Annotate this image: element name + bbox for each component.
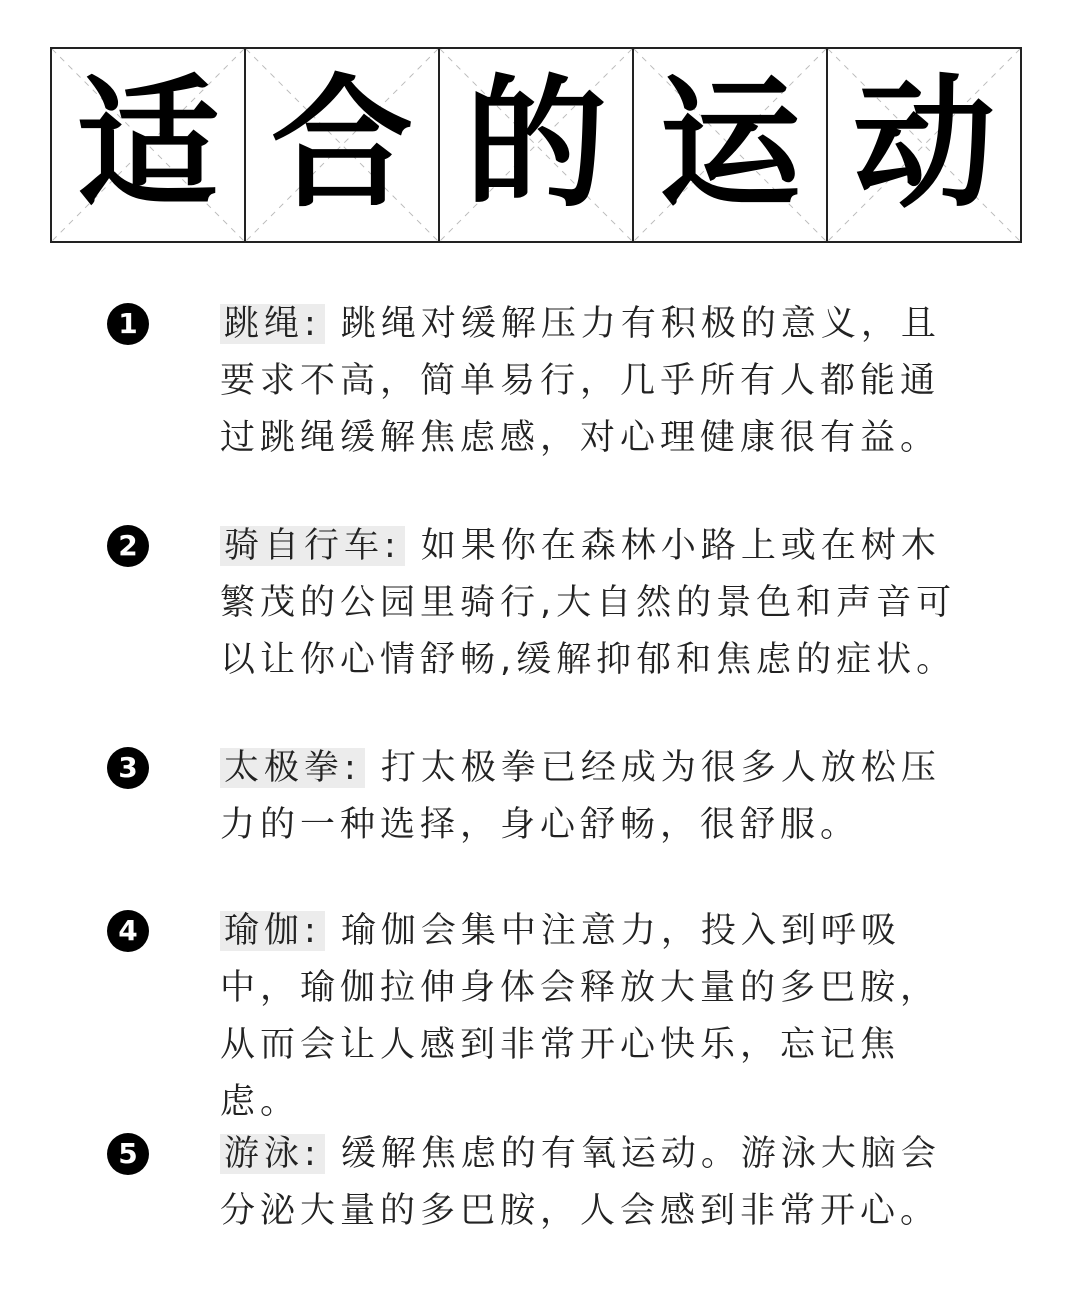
item-text [220, 518, 965, 689]
item-text [220, 903, 965, 1131]
item-body: 如果你在森林小路上或在树木繁茂的公园里骑行,大自然的景色和声音可以让你心情舒畅,缓解抑郁和焦虑的症状。 [220, 526, 957, 680]
number-badge: 3 [107, 747, 149, 789]
title-char: 合 [271, 62, 413, 227]
title-char: 适 [77, 62, 219, 227]
title-char: 的 [465, 62, 607, 227]
title-cell [52, 49, 246, 241]
item-label: 游泳: [220, 1134, 325, 1174]
title-char: 动 [853, 62, 995, 227]
item-label: 太极拳: [220, 748, 365, 788]
title-cell [246, 49, 440, 241]
item-text [220, 740, 965, 854]
number-badge: 4 [107, 910, 149, 952]
item-body: 缓解焦虑的有氧运动。游泳大脑会分泌大量的多巴胺，人会感到非常开心。 [220, 1134, 941, 1231]
number-badge: 5 [107, 1133, 149, 1175]
title-grid [50, 47, 1022, 243]
item-text [220, 1126, 965, 1240]
item-body: 瑜伽会集中注意力，投入到呼吸中，瑜伽拉伸身体会释放大量的多巴胺，从而会让人感到非常开心快乐，忘记焦虑。 [220, 911, 941, 1122]
title-cell [828, 49, 1020, 241]
title-char: 运 [659, 62, 801, 227]
item-label: 跳绳: [220, 304, 325, 344]
item-body: 跳绳对缓解压力有积极的意义，且要求不高，简单易行，几乎所有人都能通过跳绳缓解焦虑感，对心理健康很有益。 [220, 304, 941, 458]
item-label: 瑜伽: [220, 911, 325, 951]
number-badge: 2 [107, 525, 149, 567]
number-badge: 1 [107, 303, 149, 345]
item-body: 打太极拳已经成为很多人放松压力的一种选择，身心舒畅，很舒服。 [220, 748, 941, 845]
item-label: 骑自行车: [220, 526, 405, 566]
title-cell [634, 49, 828, 241]
title-cell [440, 49, 634, 241]
item-text [220, 296, 965, 467]
